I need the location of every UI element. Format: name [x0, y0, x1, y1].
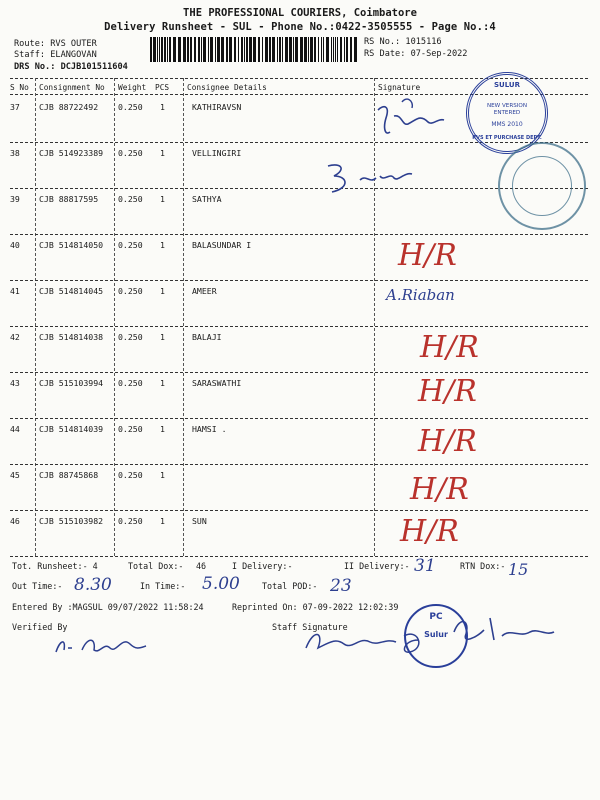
barcode-bar	[221, 37, 224, 62]
row-weight: 0.250	[118, 332, 143, 342]
row-sno: 38	[10, 148, 20, 158]
barcode-bar	[153, 37, 156, 62]
barcode-bar	[190, 37, 192, 62]
row-weight: 0.250	[118, 378, 143, 388]
row-weight: 0.250	[118, 516, 143, 526]
barcode-bar	[335, 37, 336, 62]
barcode-bar	[337, 37, 338, 62]
row-weight: 0.250	[118, 240, 143, 250]
barcode-bar	[279, 37, 281, 62]
row-weight: 0.250	[118, 194, 143, 204]
stamp-ring-text: RVS ET PURCHASE DEPT.	[472, 135, 542, 141]
table-bottom-rule	[10, 556, 588, 557]
rs-date: RS Date: 07-Sep-2022	[364, 49, 468, 59]
barcode-bar	[289, 37, 292, 62]
barcode-bar	[314, 37, 316, 62]
barcode-bar	[217, 37, 220, 62]
verifier-signature	[52, 626, 162, 662]
row-divider	[10, 372, 588, 373]
barcode-bar	[323, 37, 324, 62]
row-consignee-name: BALASUNDAR I	[192, 240, 252, 250]
column-divider	[183, 78, 184, 556]
row-weight: 0.250	[118, 470, 143, 480]
barcode-bar	[258, 37, 260, 62]
barcode-bar	[198, 37, 200, 62]
row-pcs: 1	[160, 470, 165, 480]
row-divider	[10, 510, 588, 511]
barcode-bar	[265, 37, 268, 62]
ii-delivery-label: II Delivery:-	[344, 561, 410, 571]
barcode	[150, 37, 360, 62]
reprinted-on: Reprinted On: 07-09-2022 12:02:39	[232, 602, 399, 612]
column-header-consignment: Consignment No	[39, 83, 105, 92]
rtn-dox-value: 15	[508, 560, 529, 579]
row-sno: 46	[10, 516, 20, 526]
barcode-bar	[183, 37, 186, 62]
barcode-bar	[331, 37, 332, 62]
row-consignment-number: CJB 514923389	[39, 148, 104, 158]
barcode-bar	[173, 37, 176, 62]
secondary-circular-stamp	[498, 142, 586, 230]
ii-delivery-value: 31	[414, 556, 436, 576]
handwritten-hr-row-40: H/R	[398, 238, 457, 273]
row-divider	[10, 234, 588, 235]
barcode-bar	[262, 37, 263, 62]
out-time-label: Out Time:-	[12, 581, 63, 591]
row-sno: 41	[10, 286, 20, 296]
rs-number: RS No.: 1015116	[364, 37, 442, 47]
barcode-bar	[208, 37, 209, 62]
row-consignee-name: VELLINGIRI	[192, 148, 242, 158]
row-consignee-name: KATHIRAVSN	[192, 102, 242, 112]
row-consignee-name: BALAJI	[192, 332, 222, 342]
barcode-bar	[318, 37, 319, 62]
barcode-bar	[150, 37, 152, 62]
row-consignee-name: AMEER	[192, 286, 217, 296]
row-pcs: 1	[160, 194, 165, 204]
staff-label: Staff: ELANGOVAN	[14, 50, 97, 60]
row-divider	[10, 326, 588, 327]
total-pod-label: Total POD:-	[262, 581, 318, 591]
in-time-value: 5.00	[202, 574, 240, 594]
barcode-bar	[246, 37, 248, 62]
total-dox-value: 46	[196, 561, 207, 571]
barcode-bar	[226, 37, 228, 62]
barcode-bar	[178, 37, 181, 62]
handwritten-hr-row-46: H/R	[400, 514, 459, 549]
row-sno: 44	[10, 424, 20, 434]
row-consignment-number: CJB 514814050	[39, 240, 104, 250]
total-pod-value: 23	[330, 576, 352, 596]
column-divider	[114, 78, 115, 556]
barcode-bar	[157, 37, 158, 62]
row-weight: 0.250	[118, 286, 143, 296]
stamp-inner-text: NEW VERSION ENTERED	[486, 103, 528, 116]
barcode-bar	[203, 37, 206, 62]
barcode-bar	[340, 37, 342, 62]
row-consignment-number: CJB 88745868	[39, 470, 99, 480]
barcode-bar	[277, 37, 278, 62]
row-consignment-number: CJB 515103994	[39, 378, 104, 388]
out-time-value: 8.30	[74, 575, 112, 595]
barcode-bar	[346, 37, 348, 62]
row-pcs: 1	[160, 286, 165, 296]
barcode-bar	[161, 37, 163, 62]
barcode-bar	[167, 37, 168, 62]
handwritten-hr-row-42: H/R	[420, 330, 479, 365]
barcode-bar	[194, 37, 196, 62]
barcode-bar	[253, 37, 256, 62]
barcode-bar	[169, 37, 171, 62]
drs-number: DRS No.: DCJB101511604	[14, 62, 128, 72]
row-weight: 0.250	[118, 102, 143, 112]
row-pcs: 1	[160, 332, 165, 342]
pc-sulur-stamp	[404, 604, 468, 668]
barcode-bar	[238, 37, 239, 62]
row-sno: 37	[10, 102, 20, 112]
barcode-bar	[234, 37, 236, 62]
barcode-bar	[295, 37, 298, 62]
barcode-bar	[164, 37, 166, 62]
stamp-year-text: MMS 2010	[491, 121, 523, 128]
handwritten-hr-row-45: H/R	[410, 472, 469, 507]
barcode-bar	[244, 37, 245, 62]
column-header-signature: Signature	[378, 83, 421, 92]
row-pcs: 1	[160, 102, 165, 112]
barcode-bar	[187, 37, 189, 62]
document-title: THE PROFESSIONAL COURIERS, Coimbatore	[183, 7, 417, 19]
document-subtitle: Delivery Runsheet - SUL - Phone No.:0422-3505555 - Page No.:4	[104, 21, 496, 33]
row-sno: 40	[10, 240, 20, 250]
stamp-top-text: SULUR	[493, 81, 520, 89]
column-header-pcs: PCS	[155, 83, 170, 92]
barcode-bar	[300, 37, 303, 62]
in-time-label: In Time:-	[140, 581, 186, 591]
barcode-bar	[293, 37, 294, 62]
row-pcs: 1	[160, 516, 165, 526]
row-weight: 0.250	[118, 148, 143, 158]
row-consignment-number: CJB 514814039	[39, 424, 104, 434]
row-divider	[10, 280, 588, 281]
row-pcs: 1	[160, 148, 165, 158]
total-runsheet: Tot. Runsheet:- 4	[12, 561, 98, 571]
column-divider	[35, 78, 36, 556]
row-consignment-number: CJB 515103982	[39, 516, 104, 526]
row-consignment-number: CJB 514814045	[39, 286, 104, 296]
row-divider	[10, 418, 588, 419]
row-sno: 39	[10, 194, 20, 204]
barcode-bar	[282, 37, 283, 62]
row-sno: 45	[10, 470, 20, 480]
barcode-bar	[310, 37, 313, 62]
row-consignee-name: SUN	[192, 516, 207, 526]
barcode-bar	[159, 37, 160, 62]
staff-signature-label: Staff Signature	[272, 622, 348, 632]
barcode-bar	[304, 37, 307, 62]
barcode-bar	[350, 37, 352, 62]
barcode-bar	[249, 37, 252, 62]
row-divider	[10, 464, 588, 465]
row-consignment-number: CJB 88817595	[39, 194, 99, 204]
handwritten-hr-row-43: H/R	[418, 374, 477, 409]
barcode-bar	[308, 37, 309, 62]
barcode-bar	[241, 37, 243, 62]
barcode-bar	[344, 37, 345, 62]
i-delivery-label: I Delivery:-	[232, 561, 293, 571]
pc-stamp-name: Sulur	[424, 630, 448, 639]
barcode-bar	[272, 37, 275, 62]
column-header-sno: S No	[10, 83, 29, 92]
column-header-consignee: Consignee Details	[187, 83, 267, 92]
entered-by: Entered By :MAGSUL 09/07/2022 11:58:24	[12, 602, 204, 612]
row-consignee-name: SATHYA	[192, 194, 222, 204]
handwritten-hr-row-44: H/R	[418, 424, 477, 459]
barcode-bar	[354, 37, 357, 62]
row-pcs: 1	[160, 240, 165, 250]
signature-row-38	[320, 158, 430, 206]
signature-row-37	[372, 96, 462, 144]
total-dox-label: Total Dox:-	[128, 561, 184, 571]
row-pcs: 1	[160, 378, 165, 388]
barcode-bar	[215, 37, 216, 62]
row-consignment-number: CJB 514814038	[39, 332, 104, 342]
row-sno: 42	[10, 332, 20, 342]
column-header-weight: Weight	[118, 83, 147, 92]
pc-stamp-top-text: PC	[429, 612, 443, 622]
barcode-bar	[269, 37, 271, 62]
barcode-bar	[326, 37, 329, 62]
row-weight: 0.250	[118, 424, 143, 434]
barcode-bar	[333, 37, 334, 62]
barcode-bar	[285, 37, 288, 62]
row-pcs: 1	[160, 424, 165, 434]
barcode-bar	[229, 37, 232, 62]
row-sno: 43	[10, 378, 20, 388]
column-divider	[374, 78, 375, 556]
barcode-bar	[321, 37, 322, 62]
verified-by-label: Verified By	[12, 622, 68, 632]
row-consignment-number: CJB 88722492	[39, 102, 99, 112]
handwritten-name-row-41: A.Riaban	[386, 286, 455, 304]
rtn-dox-label: RTN Dox:-	[460, 561, 506, 571]
row-consignee-name: HAMSI .	[192, 424, 227, 434]
row-consignee-name: SARASWATHI	[192, 378, 242, 388]
barcode-bar	[210, 37, 213, 62]
barcode-bar	[201, 37, 202, 62]
route-label: Route: RVS OUTER	[14, 39, 97, 49]
